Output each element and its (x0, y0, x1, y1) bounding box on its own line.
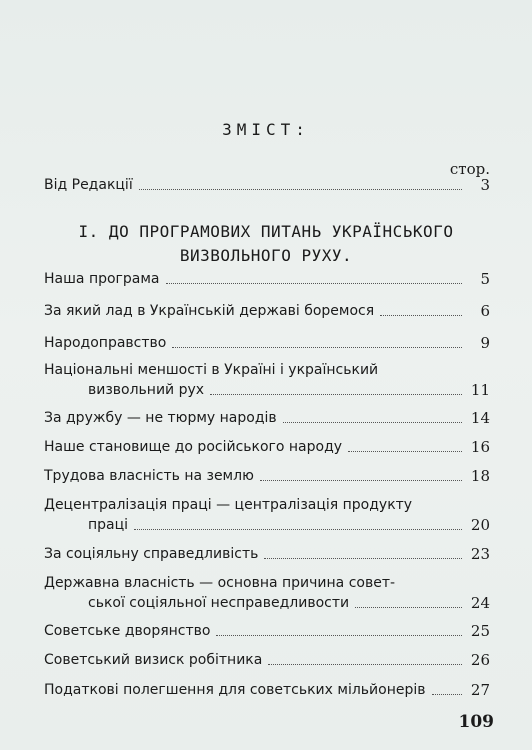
dot-leader (210, 393, 462, 395)
toc-entry-page: 9 (480, 334, 490, 352)
toc-entry-page: 26 (470, 651, 490, 669)
toc-entry[interactable] (44, 176, 490, 195)
toc-entry[interactable] (44, 409, 490, 428)
dot-leader (355, 606, 462, 608)
toc-entry-page: 23 (470, 545, 490, 563)
toc-entry-title: Народоправство (44, 335, 167, 351)
toc-entry[interactable] (44, 362, 490, 400)
toc-entry-page: 3 (480, 176, 490, 194)
dot-leader (283, 421, 462, 423)
toc-entry-title: Советське дворянство (44, 623, 211, 639)
toc-entry-title: За дружбу — не тюрму народів (44, 410, 277, 426)
toc-entry-page: 6 (480, 302, 490, 320)
toc-entry-page: 27 (470, 681, 490, 699)
toc-entry-page: 24 (470, 594, 490, 612)
section-heading-line-2: ВИЗВОЛЬНОГО РУХУ. (179, 246, 353, 265)
dot-leader (260, 479, 462, 481)
toc-entry-page: 16 (470, 438, 490, 456)
dot-leader (134, 528, 462, 530)
toc-entry-title-line-1: Державна власність — основна причина совет- (44, 575, 396, 591)
toc-entry[interactable] (44, 334, 490, 353)
toc-entry-title: За який лад в Українській державі боремося (44, 303, 375, 319)
toc-entry-page: 14 (470, 409, 490, 427)
dot-leader (268, 663, 462, 665)
toc-entry[interactable] (44, 651, 490, 670)
toc-entry-page: 20 (470, 516, 490, 534)
toc-entry-page: 5 (480, 270, 490, 288)
dot-leader (432, 693, 463, 695)
dot-leader (166, 282, 462, 284)
toc-entry-title: За соціяльну справедливість (44, 546, 259, 562)
dot-leader (216, 634, 462, 636)
toc-entry[interactable] (44, 622, 490, 641)
toc-entry[interactable] (44, 302, 490, 321)
show-through-text (60, 22, 530, 40)
toc-entry-title: Советський визиск робітника (44, 652, 263, 668)
toc-entry-page: 25 (470, 622, 490, 640)
dot-leader (348, 450, 462, 452)
toc-entry-title: Наше становище до російського народу (44, 439, 343, 455)
toc-entry-title: Трудова власність на землю (44, 468, 254, 484)
dot-leader (264, 557, 462, 559)
toc-entry[interactable] (44, 270, 490, 289)
toc-entry[interactable] (44, 497, 490, 535)
dot-leader (380, 314, 462, 316)
toc-entry-title: Від Редакції (44, 177, 133, 193)
page-number: 109 (458, 712, 494, 732)
toc-entry[interactable] (44, 467, 490, 486)
page-title: ЗМІСТ: (222, 120, 310, 139)
toc-entry[interactable] (44, 681, 490, 700)
toc-entry-title-line-2: ської соціяльної несправедливости (88, 595, 350, 611)
toc-entry-title: Податкові полегшення для советських мільйонерів (44, 682, 426, 698)
toc-entry-title-line-2: визвольний рух (88, 382, 205, 398)
toc-entry-page: 11 (470, 381, 490, 399)
section-heading (0, 220, 532, 268)
dot-leader (139, 188, 462, 190)
dot-leader (172, 346, 462, 348)
toc-entry[interactable] (44, 438, 490, 457)
toc-entry-title-line-1: Національні меншості в Україні і український (44, 362, 379, 378)
toc-entry-title-line-1: Децентралізація праці — централізація продукту (44, 497, 413, 513)
toc-entry-title-line-2: праці (88, 517, 129, 533)
toc-entry-title: Наша програма (44, 271, 160, 287)
toc-entry-page: 18 (470, 467, 490, 485)
toc-entry[interactable] (44, 575, 490, 613)
page-column-header: стор. (449, 160, 490, 178)
toc-entry[interactable] (44, 545, 490, 564)
section-heading-line-1: І. ДО ПРОГРАМОВИХ ПИТАНЬ УКРАЇНСЬКОГО (78, 222, 454, 241)
